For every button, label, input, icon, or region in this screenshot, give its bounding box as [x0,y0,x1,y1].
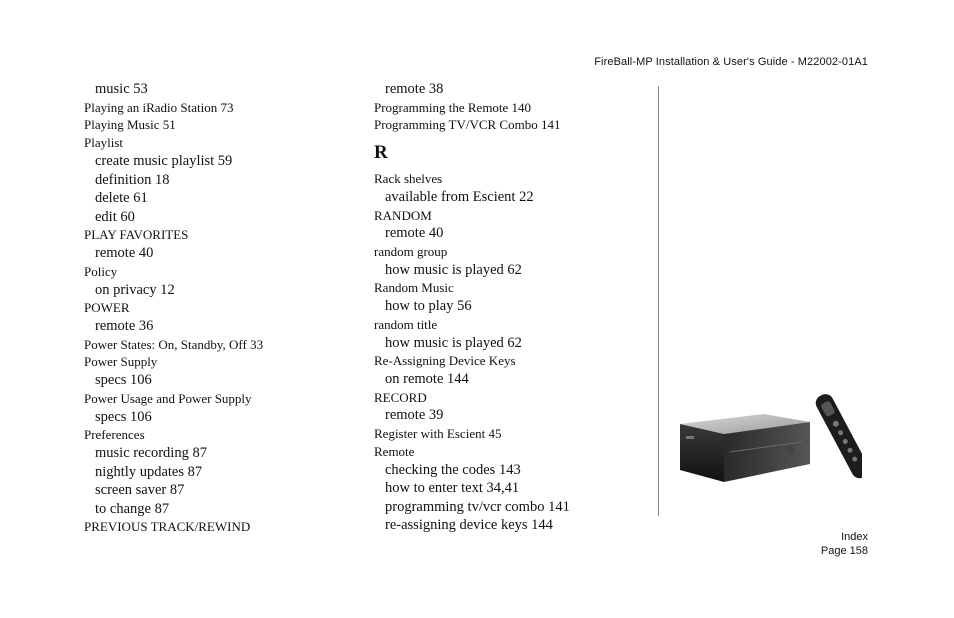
index-subentry: screen saver 87 [95,482,185,499]
index-subentry: definition 18 [95,171,170,188]
index-entry: Rack shelves [374,171,443,187]
index-subentry: available from Escient 22 [385,188,534,205]
index-subentry: music 53 [95,81,148,97]
index-subentry: delete 61 [95,190,148,207]
index-subentry: to change 87 [95,500,170,517]
index-entry: RECORD [374,389,427,405]
index-subentry: on remote 144 [385,370,469,387]
index-entry: Policy [84,263,118,279]
footer-page-number: Page 158 [820,545,868,557]
index-subentry: programming tv/vcr combo 141 [385,498,570,515]
index-subentry: how to play 56 [385,298,472,315]
index-entry: Programming the Remote 140 [374,99,532,115]
index-entry: Remote [374,443,415,459]
index-entry: Preferences [84,427,145,443]
index-entry: Random Music [374,280,454,296]
footer-section-label: Index [841,531,868,543]
index-entry: Playing Music 51 [84,117,176,133]
index-entry: random group [374,243,448,259]
index-entry: random title [374,316,438,332]
index-entry: Power States: On, Standby, Off 33 [84,336,264,352]
index-subentry: how music is played 62 [385,261,522,278]
index-subentry: remote 36 [95,317,154,334]
index-subentry: create music playlist 59 [95,152,233,169]
index-entry: Programming TV/VCR Combo 141 [374,117,561,133]
index-subentry: checking the codes 143 [385,461,521,478]
index-subentry: on privacy 12 [95,281,175,298]
index-entry: PREVIOUS TRACK/REWIND [84,519,251,535]
index-subentry: remote 40 [385,225,444,242]
running-title: FireBall-MP Installation & User's Guide - M22002-01A1 [594,56,868,68]
index-subentry: how music is played 62 [385,334,522,351]
index-subentry: how to enter text 34,41 [385,480,520,497]
index-subentry: music recording 87 [95,444,207,461]
index-subentry: remote 40 [95,245,154,262]
index-column-middle [374,80,644,535]
index-subentry: re-assigning device keys 144 [385,517,553,534]
index-subentry: remote 38 [385,81,444,97]
index-entry: RANDOM [374,207,432,223]
index-entry: Playlist [84,135,124,151]
index-letter-heading: R [374,142,388,164]
index-subentry: remote 39 [385,407,444,424]
index-entry: PLAY FAVORITES [84,227,189,243]
index-subentry: specs 106 [95,372,152,389]
index-entry: POWER [84,300,130,316]
column-divider [658,86,659,516]
index-entry: Playing an iRadio Station 73 [84,99,234,115]
index-subentry: nightly updates 87 [95,463,203,480]
index-entry: Power Supply [84,354,158,370]
index-subentry: edit 60 [95,208,135,225]
running-header [594,56,868,68]
fireball-player-with-remote-icon [672,392,862,492]
index-subentry: specs 106 [95,408,152,425]
index-entry: Register with Escient 45 [374,425,502,441]
index-entry: Re-Assigning Device Keys [374,353,516,369]
index-entry: Power Usage and Power Supply [84,390,252,406]
index-column-left [84,80,344,536]
